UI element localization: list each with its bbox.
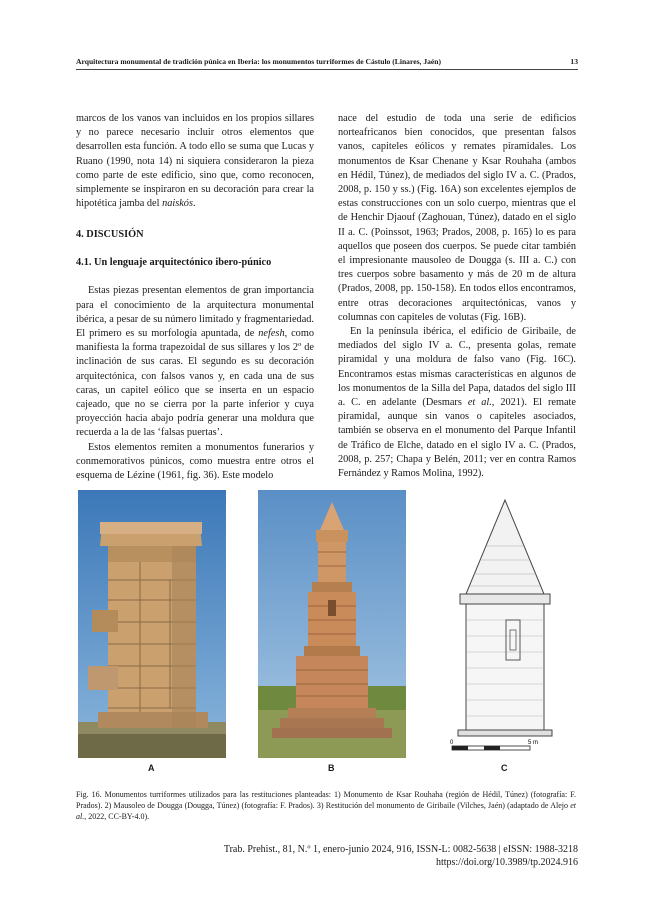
figure-label-a: A [148, 763, 155, 773]
figure-photo-dougga-mausoleum [258, 490, 406, 758]
figure-drawing-giribaile [438, 490, 572, 758]
paragraph: En la península ibérica, el edificio de Giribaile, de mediados del siglo IV a. C., presenta golas, remate piramidal y una moldura de falso vano (Fig. 16C). Encontramos estas mismas características en algunos de los monumentos de la Silla del Papa, datados del siglo III a. C. en adelante (Desmars et al., 2021). El remate piramidal, aunque sin vanos o capiteles asociados, también se observa en el monumento del Parque Infantil de Tráfico de Elche, datado en el siglo IV a. C. (Prados, 2008, p. 257; Chapa y Belén, 2011; ver en contra Ramos Fernández y Ramos Molina, 1992). [338, 326, 576, 480]
figure-photo-ksar-rouhaha [78, 490, 226, 758]
right-column [338, 112, 576, 481]
page-number: 13 [570, 57, 578, 66]
figure-caption: Fig. 16. Monumentos turriformes utilizados para las restituciones planteadas: 1) Monumento de Ksar Rouhaha (región de Hédil, Túnez) (fotografía: F. Prados). 2) Mausoleo de Dougga (Dougga, Túnez) (fotografía: F. Prados). 3) Restitución del monumento de Giribaile (Vilches, Jaén) (adaptado de Alejo et al., 2022, CC-BY-4.0). [76, 790, 576, 821]
section-heading: 4. DISCUSIÓN [76, 229, 144, 241]
journal-citation: Trab. Prehist., 81, N.º 1, enero-junio 2024, 916, ISSN-L: 0082-5638 | eISSN: 1988-3218 [223, 844, 578, 855]
page-footer [224, 843, 578, 869]
scale-end-label: 5 m [528, 740, 539, 746]
paragraph: Estas piezas presentan elementos de gran importancia para el conocimiento de la arquitectura monumental ibérica, a pesar de su número limitado y fragmentariedad. El primero es su morfología apuntada, de nefesh, como manifiesta la forma trapezoidal de sus sillares y los 2º de inclinación de sus caras. El segundo es su decoración arquitectónica, con falsos vanos y, en cada una de sus caras, un capitel eólico que se inserta en un espacio cajeado, que no se cierra por la parte inferior y cuya proyección hacia abajo podría generar una moldura que recuerda a la de las ‘falsas puertas’. [76, 285, 314, 439]
paragraph: marcos de los vanos van incluidos en los propios sillares y no parece necesario incluir otros elementos que desarrollen esta función. A todo ello se suma que Lucas y Ruano (1990, nota 14) ni siquiera consideraron la pieza como parte de este edificio, sino que, como reconocen, simplemente se inspiraron en su decoración para crear la hipotética jamba del naiskós. [76, 113, 314, 210]
subsection-heading: 4.1. Un lenguaje arquitectónico ibero-púnico [76, 257, 272, 269]
paragraph: nace del estudio de toda una serie de edificios norteafricanos bien conocidos, que presentan falsos vanos, capiteles eólicos y remates piramidales. Los monumentos de Ksar Chenane y Ksar Rouhaha (ambos en Hédil, Túnez), de mediados del siglo IV a. C. (Prados, 2008, p. 150 y ss.) (Fig. 16A) son excelentes ejemplos de estas construcciones con un solo cuerpo, mientras que el de Henchir Djaouf (Zaghouan, Túnez), datado en el siglo II a. C. (Poinssot, 1963; Prados, 2008, p. 165) lo es para aquellos que poseen dos cuerpos. Se puede citar también el impresionante mausoleo de Dougga (s. III a. C.) con tres cuerpos sobre basamento y más de 20 m de altura (Prados, 2008, pp. 150-158). En todos ellos encontramos, entre otras decoraciones arquitectónicas, vanos y columnas con capiteles de volutas (Fig. 16B). [338, 113, 576, 323]
left-column [76, 112, 314, 483]
running-header [76, 57, 578, 70]
figure-label-c: C [501, 763, 508, 773]
doi: https://doi.org/10.3989/tp.2024.916 [435, 857, 578, 868]
paragraph: Estos elementos remiten a monumentos funerarios y conmemorativos púnicos, como muestra entre otros el esquema de Lézine (1961, fig. 36). Este modelo [76, 441, 314, 482]
running-title: Arquitectura monumental de tradición púnica en Iberia: los monumentos turriformes de Cástulo (Linares, Jaén) [76, 57, 442, 66]
scale-start-label: 0 [450, 740, 454, 746]
figure-label-b: B [328, 763, 335, 773]
